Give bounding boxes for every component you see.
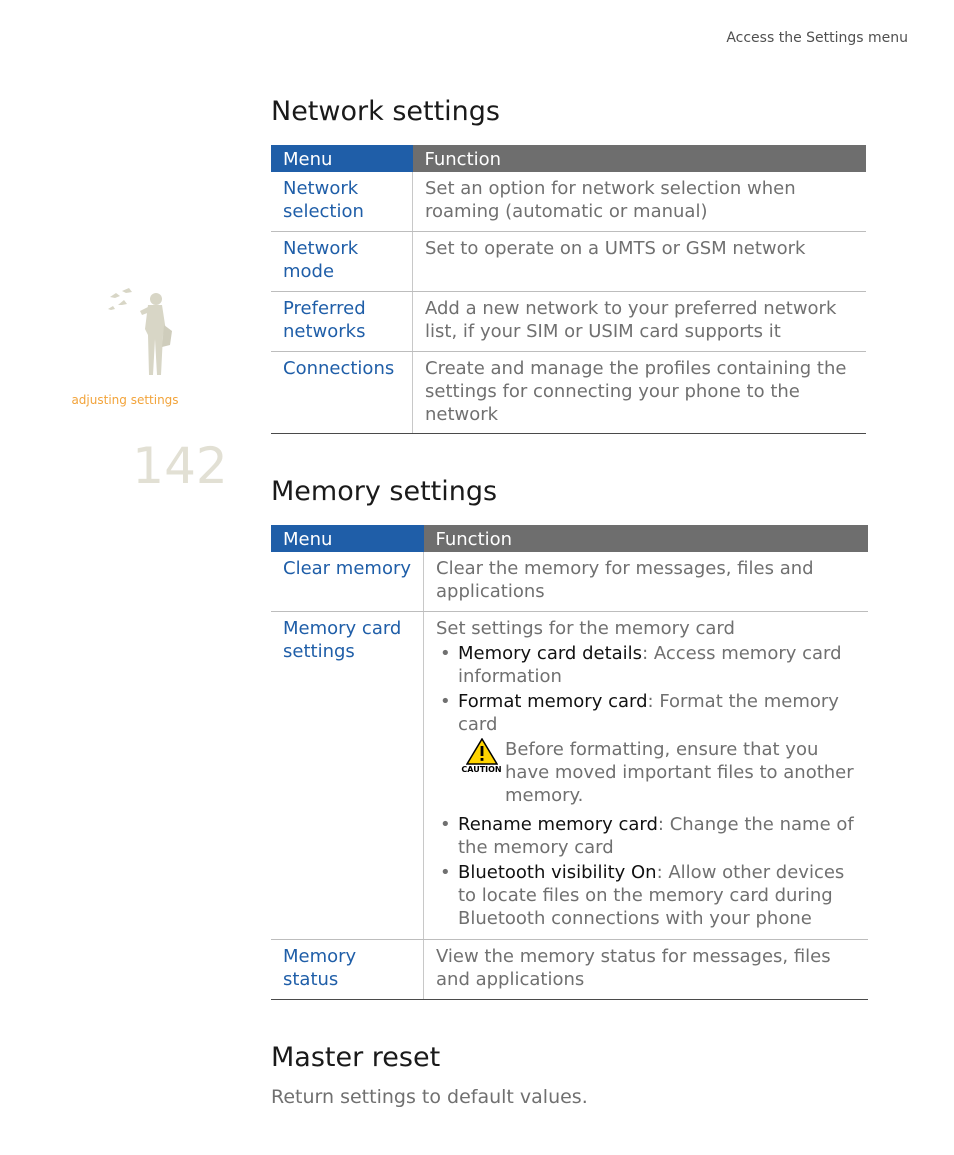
menu-item: Connections — [271, 352, 413, 434]
option-list — [436, 813, 856, 930]
menu-column-header: Menu — [271, 145, 413, 172]
function-column-header: Function — [413, 145, 867, 172]
menu-item: Network selection — [271, 172, 413, 232]
menu-item: Memory status — [271, 940, 424, 1000]
option-term: Format memory card — [458, 691, 648, 712]
option-description: : Access memory card information — [458, 643, 842, 687]
master-reset-heading: Master reset — [271, 1042, 441, 1073]
option-description: : Format the memory card — [458, 691, 839, 735]
function-description: Set to operate on a UMTS or GSM network — [413, 232, 867, 292]
option-term: Rename memory card — [458, 814, 658, 835]
menu-item: Clear memory — [271, 552, 424, 612]
table-row — [271, 552, 868, 612]
option-description: : Allow other devices to locate files on the memory card during Bluetooth connections with your phone — [458, 862, 845, 929]
caution-text: Before formatting, ensure that you have moved important files to another memory. — [505, 739, 854, 806]
list-item — [436, 813, 856, 859]
memory-settings-table — [271, 525, 868, 1000]
menu-item: Preferred networks — [271, 292, 413, 352]
function-description: Set an option for network selection when roaming (automatic or manual) — [413, 172, 867, 232]
bullet-icon: • — [440, 691, 451, 712]
list-item — [436, 690, 856, 736]
option-list — [436, 642, 856, 736]
table-header-row — [271, 145, 866, 172]
menu-item: Network mode — [271, 232, 413, 292]
option-term: Bluetooth visibility On — [458, 862, 657, 883]
function-column-header: Function — [424, 525, 869, 552]
function-intro: Set settings for the memory card — [436, 618, 735, 639]
list-item — [436, 861, 856, 930]
caution-note — [458, 738, 856, 807]
function-description: View the memory status for messages, files and applications — [424, 940, 869, 1000]
function-description: Add a new network to your preferred network list, if your SIM or USIM card supports it — [413, 292, 867, 352]
bullet-icon: • — [440, 643, 451, 664]
function-description: Clear the memory for messages, files and applications — [424, 552, 869, 612]
photographer-illustration — [106, 285, 186, 385]
list-item — [436, 642, 856, 688]
caution-icon-label: CAUTION — [461, 765, 502, 774]
function-description — [424, 612, 869, 940]
running-header: Access the Settings menu — [726, 30, 908, 46]
table-row — [271, 172, 866, 232]
table-row — [271, 940, 868, 1000]
table-row — [271, 232, 866, 292]
table-row — [271, 292, 866, 352]
master-reset-description: Return settings to default values. — [271, 1086, 588, 1108]
menu-column-header: Menu — [271, 525, 424, 552]
network-settings-table — [271, 145, 866, 434]
bullet-icon: • — [440, 814, 451, 835]
menu-item: Memory card settings — [271, 612, 424, 940]
memory-settings-heading: Memory settings — [271, 476, 498, 507]
page-content — [271, 90, 867, 1108]
chapter-label: adjusting settings — [71, 393, 179, 407]
function-description: Create and manage the profiles containing the settings for connecting your phone to the network — [413, 352, 867, 434]
bullet-icon: • — [440, 862, 451, 883]
page-number: 142 — [132, 437, 228, 495]
table-row — [271, 352, 866, 434]
caution-icon — [458, 738, 505, 807]
option-description: : Change the name of the memory card — [458, 814, 854, 858]
table-row — [271, 612, 868, 940]
network-settings-heading: Network settings — [271, 96, 500, 127]
table-header-row — [271, 525, 868, 552]
option-term: Memory card details — [458, 643, 643, 664]
